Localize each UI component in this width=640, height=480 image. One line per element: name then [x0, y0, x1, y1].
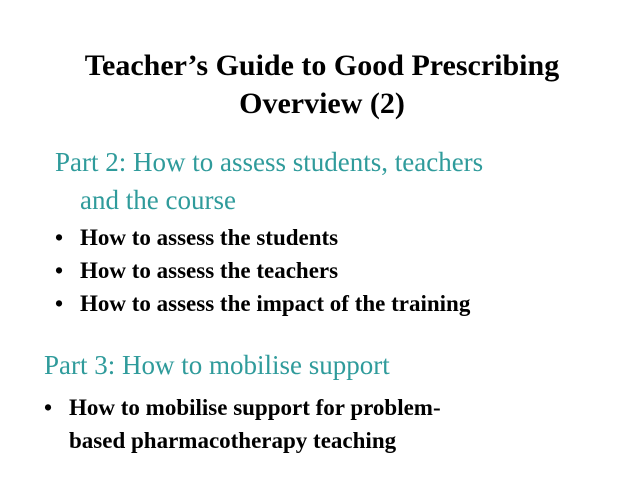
part2-bullet-2: How to assess the teachers — [80, 258, 339, 283]
bullet-dot-icon: • — [55, 258, 64, 283]
part2-bullet-1: How to assess the students — [80, 225, 339, 250]
part3-heading: Part 3: How to mobilise support — [44, 350, 390, 380]
part2-heading-line-2: and the course — [80, 185, 236, 215]
part3-bullet-line-1: How to mobilise support for problem- — [69, 395, 441, 420]
slide-title-line-1: Teacher’s Guide to Good Prescribing — [84, 49, 560, 82]
part2-bullet-3: How to assess the impact of the training — [80, 291, 471, 316]
bullet-dot-icon: • — [55, 225, 64, 250]
bullet-dot-icon: • — [55, 291, 64, 316]
bullet-dot-icon: • — [44, 395, 53, 420]
part2-heading-line-1: Part 2: How to assess students, teachers — [55, 147, 484, 177]
part3-bullet-line-2: based pharmacotherapy teaching — [69, 428, 397, 453]
slide-title-line-2: Overview (2) — [239, 87, 405, 120]
